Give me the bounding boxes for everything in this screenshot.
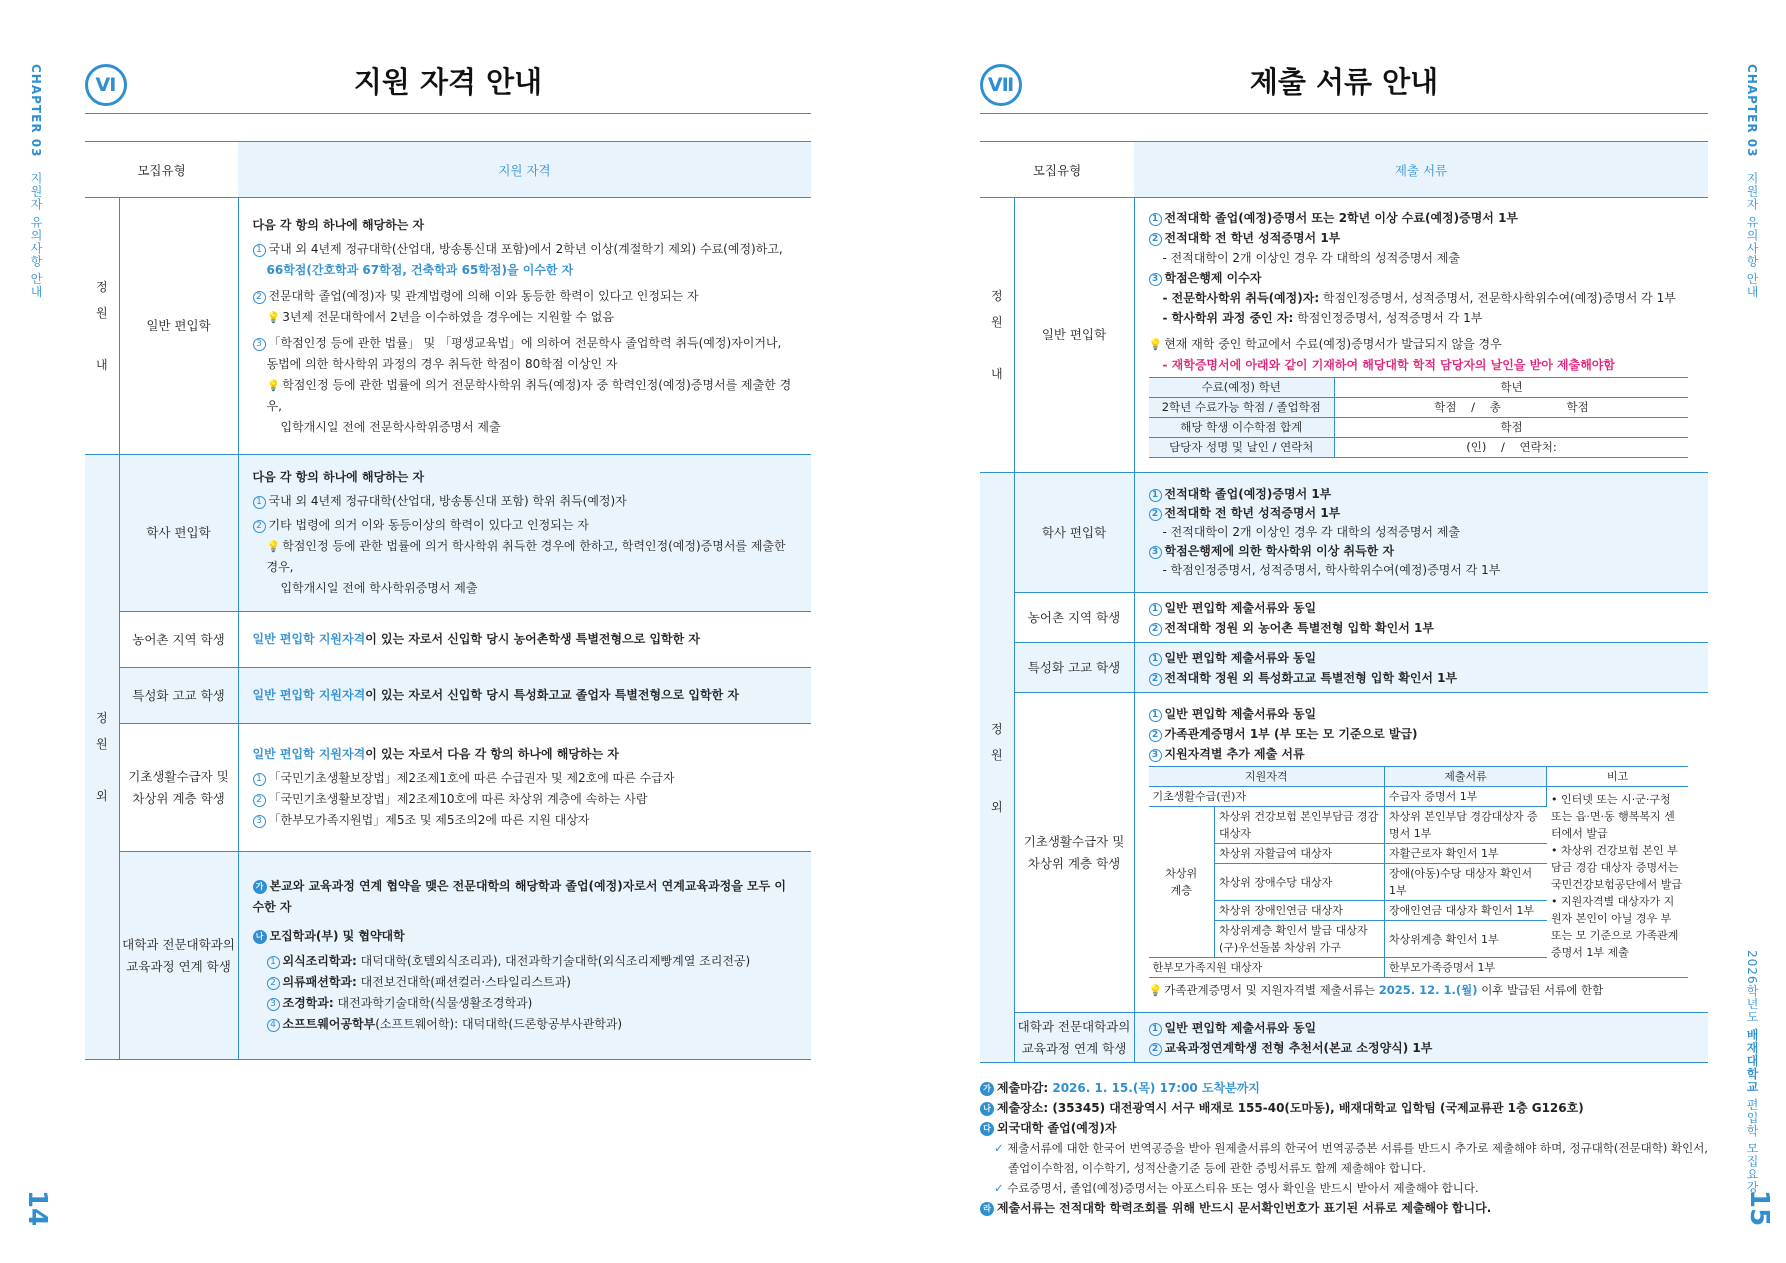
eligibility-linked-curriculum: 가 본교와 교육과정 연계 협약을 맺은 전문대학의 해당학과 졸업(예정)자로서 연계교육과정을 모두 이수한 자 나 모집학과(부) 및 협약대학 1 외식조리학과: 대덕대학(호텔외식조리과), 대전과학기술대학(외식조리제빵계열 조리전공) 2 의류패션학과: 대전보건대학(패션컬러·스타일리스트과) 3 조경학과: 대전과학기술대학(식물생활조경학과) 4 소프트웨어공학부(소프트웨어학): 대덕대학(드론항공부사관학과) (238, 852, 811, 1060)
table-row (85, 852, 811, 1060)
documents-bachelor: 1 전적대학 졸업(예정)증명서 1부 2 전적대학 전 학년 성적증명서 1부 - 전적대학이 2개 이상인 경우 각 대학의 성적증명서 제출 3 학점은행제에 의한 학사학위 이상 취득한 자 - 학점인정증명서, 성적증명서, 학사학위수여(예정)증명서 각 1부 (1134, 473, 1708, 593)
lightbulb-icon: 💡 (1148, 984, 1163, 997)
documents-general: 1 전적대학 졸업(예정)증명서 또는 2학년 이상 수료(예정)증명서 1부 2 전적대학 전 학년 성적증명서 1부 - 전적대학이 2개 이상인 경우 각 대학의 성적증명서 제출 3 학점은행제 이수자 - 전문학사학위 취득(예정)자: 학점인정증명서, 성적증명서, 전문학사학위수여(예정)증명서 각 1부 - 학사학위 과정 중인 자: 학점인정증명서, 성적증명서 각 1부 💡 현재 재학 중인 학교에서 수료(예정)증명서가 발급되지 않을 경우 - 재학증명서에 아래와 같이 기재하여 해당대학 학적 담당자의 날인을 받아 제출해야함 수료(예정) 학년 학년 2학년 수료가능 학점 / 졸업학점 학점 / 총 학점 해당 학생 이수학점 합계 학점 담당자 성명 및 날인 / 연락처 (인) / 연락처: (1134, 198, 1708, 473)
type-linked-curriculum: 대학과 전문대학과의 교육과정 연계 학생 (119, 852, 238, 1060)
table-header (85, 142, 811, 198)
eligibility-rural: 일반 편입학 지원자격이 있는 자로서 신입학 당시 농어촌학생 특별전형으로 입학한 자 (238, 612, 811, 668)
header-type: 모집유형 (85, 142, 238, 198)
table-row (85, 668, 811, 724)
qualification-docs-table: 지원자격 제출서류 비고 기초생활수급(권)자 수급자 증명서 1부 • 인터넷 또는 시·군·구청 또는 읍·면·동 행복복지 센터에서 발급 • 차상위 건강보험 본인 부담금 경감 대상자 증명서는 국민건강보험공단에서 발급 • 지원자격별 대상자가 지원자 본인이 아닐 경우 부 또는 모 기준으로 가족관계증명서 1부 제출 차상위 계층 차상위 건강보험 본인부담금 경감 대상자 차상위 본인부담 경감대상자 증명서 1부 차상위 자활급여 대상자 자활근로자 확인서 1부 차상위 장애수당 대상자 장애(아동)수당 대상자 확인서 1부 차상위 장애인연금 대상자 장애인연금 대상자 확인서 1부 차상위계층 확인서 발급 대상자 (구)우선돌봄 차상위 가구 차상위계층 확인서 1부 한부모가족지원 대상자 한부모가족증명서 1부 (1149, 766, 1689, 978)
type-basic-living: 기초생활수급자 및 차상위 계층 학생 (119, 724, 238, 852)
type-bachelor: 학사 편입학 (119, 455, 238, 612)
enrollment-cert-form: 수료(예정) 학년 학년 2학년 수료가능 학점 / 졸업학점 학점 / 총 학점 해당 학생 이수학점 합계 학점 담당자 성명 및 날인 / 연락처 (인) / 연락처: (1149, 377, 1689, 458)
lightbulb-icon: 💡 (266, 310, 281, 324)
header-eligibility: 지원 자격 (238, 142, 811, 198)
section-number-badge: Ⅶ (980, 64, 1022, 106)
booklet-label: 2026학년도 배재대학교 편입학 모집요강 (1745, 950, 1759, 1195)
eligibility-general: 다음 각 항의 하나에 해당하는 자 1 국내 외 4년제 정규대학(산업대, 방송통신대 포함)에서 2학년 이상(계절학기 제외) 수료(예정)하고, 66학점(간호학과 67학점, 건축학과 65학점)을 이수한 자 2 전문대학 졸업(예정)자 및 관계법령에 의해 이와 동등한 학력이 있다고 인정되는 자 💡 3년제 전문대학에서 2년을 이수하였을 경우에는 지원할 수 없음 3 「학점인정 등에 관한 법률」 및 「평생교육법」에 의하여 전문학사 졸업학력 취득(예정)자이거나, 동법에 의한 학사학위 과정의 경우 취득한 학점이 80학점 이상인 자 💡 학점인정 등에 관한 법률에 의거 전문학사학위 취득(예정)자 중 학력인정(예정)증명서를 제출한 경우, 입학개시일 전에 전문학사학위증명서 제출 (238, 198, 811, 455)
table-row (980, 1013, 1708, 1063)
page-title: 제출 서류 안내 (1249, 65, 1439, 99)
section-number-badge: Ⅵ (85, 64, 127, 106)
left-page-number: 14 (22, 1190, 52, 1227)
type-linked-curriculum: 대학과 전문대학과의 교육과정 연계 학생 (1014, 1013, 1134, 1063)
group-label-inner: 정 원 내 (980, 198, 1014, 473)
eligibility-basic-living: 일반 편입학 지원자격이 있는 자로서 다음 각 항의 하나에 해당하는 자 1 「국민기초생활보장법」제2조제1호에 따른 수급권자 및 제2호에 따른 수급자 2 「국민기초생활보장법」제2조제10호에 따른 차상위 계층에 속하는 사람 3 「한부모가족지원법」제5조 및 제5조의2에 따른 지원 대상자 (238, 724, 811, 852)
check-icon: ✓ (994, 1141, 1008, 1155)
table-row (980, 198, 1708, 473)
eligibility-bachelor: 다음 각 항의 하나에 해당하는 자 1 국내 외 4년제 정규대학(산업대, 방송통신대 포함) 학위 취득(예정)자 2 기타 법령에 의거 이와 동등이상의 학력이 있다고 인정되는 자 💡 학점인정 등에 관한 법률에 의거 학사학위 취득한 경우에 한하고, 학력인정(예정)증명서를 제출한 경우, 입학개시일 전에 학사학위증명서 제출 (238, 455, 811, 612)
page-title: 지원 자격 안내 (353, 65, 543, 99)
table-row (85, 198, 811, 455)
right-side-label (1744, 64, 1761, 299)
group-label-outer: 정 원 외 (85, 455, 119, 1060)
right-page-number: 15 (1744, 1190, 1774, 1227)
table-row (980, 643, 1708, 693)
lightbulb-icon: 💡 (266, 540, 281, 553)
chapter-label: CHAPTER 03 (29, 64, 43, 158)
chapter-title: 지원자 유의사항 안내 (29, 171, 43, 299)
left-page-header (85, 62, 811, 114)
table-row (85, 612, 811, 668)
type-general: 일반 편입학 (1014, 198, 1134, 473)
table-row (85, 724, 811, 852)
table-row (980, 593, 1708, 643)
type-bachelor: 학사 편입학 (1014, 473, 1134, 593)
documents-linked-curriculum: 1 일반 편입학 제출서류와 동일 2 교육과정연계학생 전형 추천서(본교 소정양식) 1부 (1134, 1013, 1708, 1063)
eligibility-special: 일반 편입학 지원자격이 있는 자로서 신입학 당시 특성화고교 졸업자 특별전형으로 입학한 자 (238, 668, 811, 724)
table-row (980, 473, 1708, 593)
group-label-outer: 정 원 외 (980, 473, 1014, 1063)
right-page-header (980, 62, 1708, 114)
lightbulb-icon: 💡 (266, 378, 281, 392)
header-type: 모집유형 (980, 142, 1134, 198)
documents-rural: 1 일반 편입학 제출서류와 동일 2 전적대학 정원 외 농어촌 특별전형 입학 확인서 1부 (1134, 593, 1708, 643)
type-general: 일반 편입학 (119, 198, 238, 455)
group-label-inner: 정 원 내 (85, 198, 119, 455)
table-row (980, 693, 1708, 1013)
lightbulb-icon: 💡 (1148, 338, 1163, 351)
type-rural: 농어촌 지역 학생 (119, 612, 238, 668)
submission-notes: 가 제출마감: 2026. 1. 15.(목) 17:00 도착분까지 나 제출장소: (35345) 대전광역시 서구 배재로 155-40(도마동), 배재대학교 입학팀 (국제교류관 1층 G126호) 다 외국대학 졸업(예정)자 ✓ 제출서류에 대한 한국어 번역공증을 받아 원제출서류의 한국어 번역공증본 서류를 반드시 추가로 제출해야 하며, 정규대학(전문대학) 확인서, 졸업이수학점, 이수학기, 성적산출기준 등에 관한 증빙서류도 함께 제출해야 합니다. ✓ 수료증명서, 졸업(예정)증명서는 아포스티유 또는 영사 확인을 반드시 받아서 제출해야 합니다. 라 제출서류는 전적대학 학력조회를 위해 반드시 문서확인번호가 표기된 서류로 제출해야 합니다. (980, 1078, 1708, 1218)
documents-special: 1 일반 편입학 제출서류와 동일 2 전적대학 정원 외 특성화고교 특별전형 입학 확인서 1부 (1134, 643, 1708, 693)
chapter-title: 지원자 유의사항 안내 (1745, 171, 1759, 299)
type-special: 특성화 고교 학생 (119, 668, 238, 724)
documents-table (980, 141, 1708, 1063)
table-header (980, 142, 1708, 198)
table-row (85, 455, 811, 612)
type-rural: 농어촌 지역 학생 (1014, 593, 1134, 643)
check-icon: ✓ (994, 1181, 1008, 1195)
eligibility-table (85, 141, 811, 1060)
header-documents: 제출 서류 (1134, 142, 1708, 198)
left-side-label (28, 64, 45, 299)
type-basic-living: 기초생활수급자 및 차상위 계층 학생 (1014, 693, 1134, 1013)
chapter-label: CHAPTER 03 (1745, 64, 1759, 158)
documents-basic-living: 1 일반 편입학 제출서류와 동일 2 가족관계증명서 1부 (부 또는 모 기준으로 발급) 3 지원자격별 추가 제출 서류 지원자격 제출서류 비고 기초생활수급(권)자 수급자 증명서 1부 • 인터넷 또는 시·군·구청 또는 읍·면·동 행복복지 센터에서 발급 • 차상위 건강보험 본인 부담금 경감 대상자 증명서는 국민건강보험공단에서 발급 • 지원자격별 대상자가 지원자 본인이 아닐 경우 부 또는 모 기준으로 가족관계증명서 1부 제출 차상위 계층 차상위 건강보험 본인부담금 경감 대상자 차상위 본인부담 경감대상자 증명서 1부 차상위 자활급여 대상자 자활근로자 확인서 1부 차상위 장애수당 대상자 장애(아동)수당 대상자 확인서 1부 차상위 장애인연금 대상자 장애인연금 대상자 확인서 1부 차상위계층 확인서 발급 대상자 (구)우선돌봄 차상위 가구 차상위계층 확인서 1부 한부모가족지원 대상자 한부모가족증명서 1부 💡 가족관계증명서 및 지원자격별 제출서류는 2025. 12. 1.(월) 이후 발급된 서류에 한함 (1134, 693, 1708, 1013)
type-special: 특성화 고교 학생 (1014, 643, 1134, 693)
